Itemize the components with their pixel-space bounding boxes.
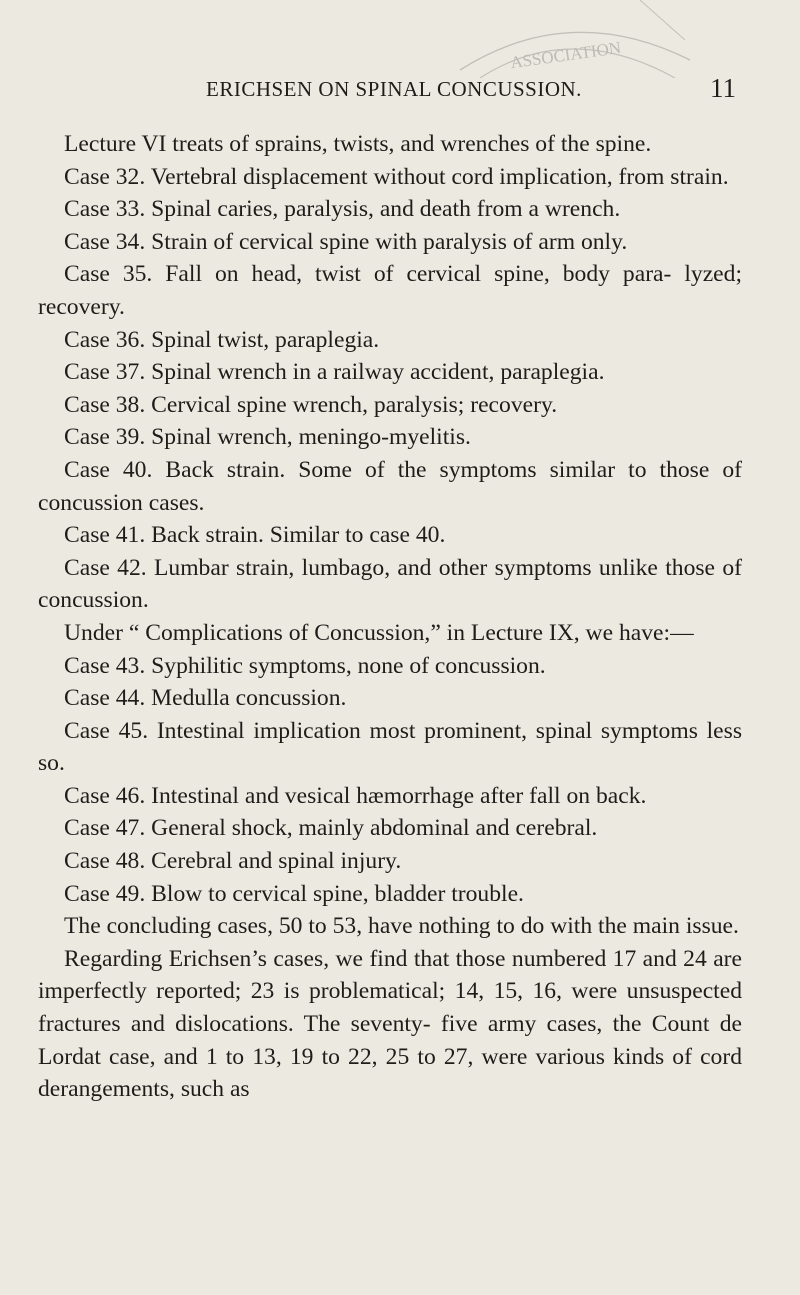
paragraph: Case 34. Strain of cervical spine with paralysis of arm only. [64, 228, 628, 255]
paragraph: Case 37. Spinal wrench in a railway accident, paraplegia. [64, 359, 605, 386]
paragraph: Case 43. Syphilitic symptoms, none of concussion. [64, 652, 546, 679]
paragraph: Case 49. Blow to cervical spine, bladder trouble. [64, 880, 524, 907]
running-head: ERICHSEN ON SPINAL CONCUSSION. [206, 77, 582, 101]
page-header [38, 73, 758, 113]
paragraph: Case 38. Cervical spine wrench, paralysis; recovery. [64, 391, 558, 418]
paragraph: Case 48. Cerebral and spinal injury. [64, 848, 402, 875]
paragraph: Regarding Erichsen’s cases, we find that those numbered 17 and 24 are imperfectly reported; 23 is problematical; 14, 15, 16, were unsuspected fractures and dislocations. The seventy- five army cases, the Count de Lordat case, and 1 to 13, 19 to 22, 25 to 27, were various kinds of cord derangements, such as [38, 945, 742, 1103]
body-text [38, 128, 742, 1106]
page-number: 11 [710, 73, 736, 103]
paragraph: Case 35. Fall on head, twist of cervical spine, body para- lyzed; recovery. [38, 261, 742, 320]
paragraph: Case 39. Spinal wrench, meningo-myelitis. [64, 424, 471, 451]
paragraph: Case 44. Medulla concussion. [64, 685, 347, 712]
paragraph: Case 36. Spinal twist, paraplegia. [64, 326, 380, 353]
paragraph: Case 46. Intestinal and vesical hæmorrhage after fall on back. [64, 782, 647, 809]
paragraph: Lecture VI treats of sprains, twists, and wrenches of the spine. [64, 131, 652, 157]
paragraph: Case 41. Back strain. Similar to case 40. [64, 522, 446, 549]
paragraph: Case 47. General shock, mainly abdominal and cerebral. [64, 815, 598, 842]
paragraph: The concluding cases, 50 to 53, have nothing to do with the main issue. [64, 913, 739, 940]
library-stamp [440, 0, 700, 78]
paragraph: Case 40. Back strain. Some of the symptoms similar to those of concussion cases. [38, 456, 742, 516]
paragraph: Under “ Complications of Concussion,” in Lecture IX, we have:— [64, 619, 694, 646]
paragraph: Case 45. Intestinal implication most prominent, spinal symptoms less so. [38, 717, 742, 777]
paragraph: Case 42. Lumbar strain, lumbago, and other symptoms unlike those of concussion. [38, 554, 742, 614]
stamp-text: ASSOCIATION [509, 37, 623, 73]
paragraph: Case 32. Vertebral displacement without cord implication, from strain. [64, 163, 729, 190]
paragraph: Case 33. Spinal caries, paralysis, and death from a wrench. [64, 196, 621, 223]
